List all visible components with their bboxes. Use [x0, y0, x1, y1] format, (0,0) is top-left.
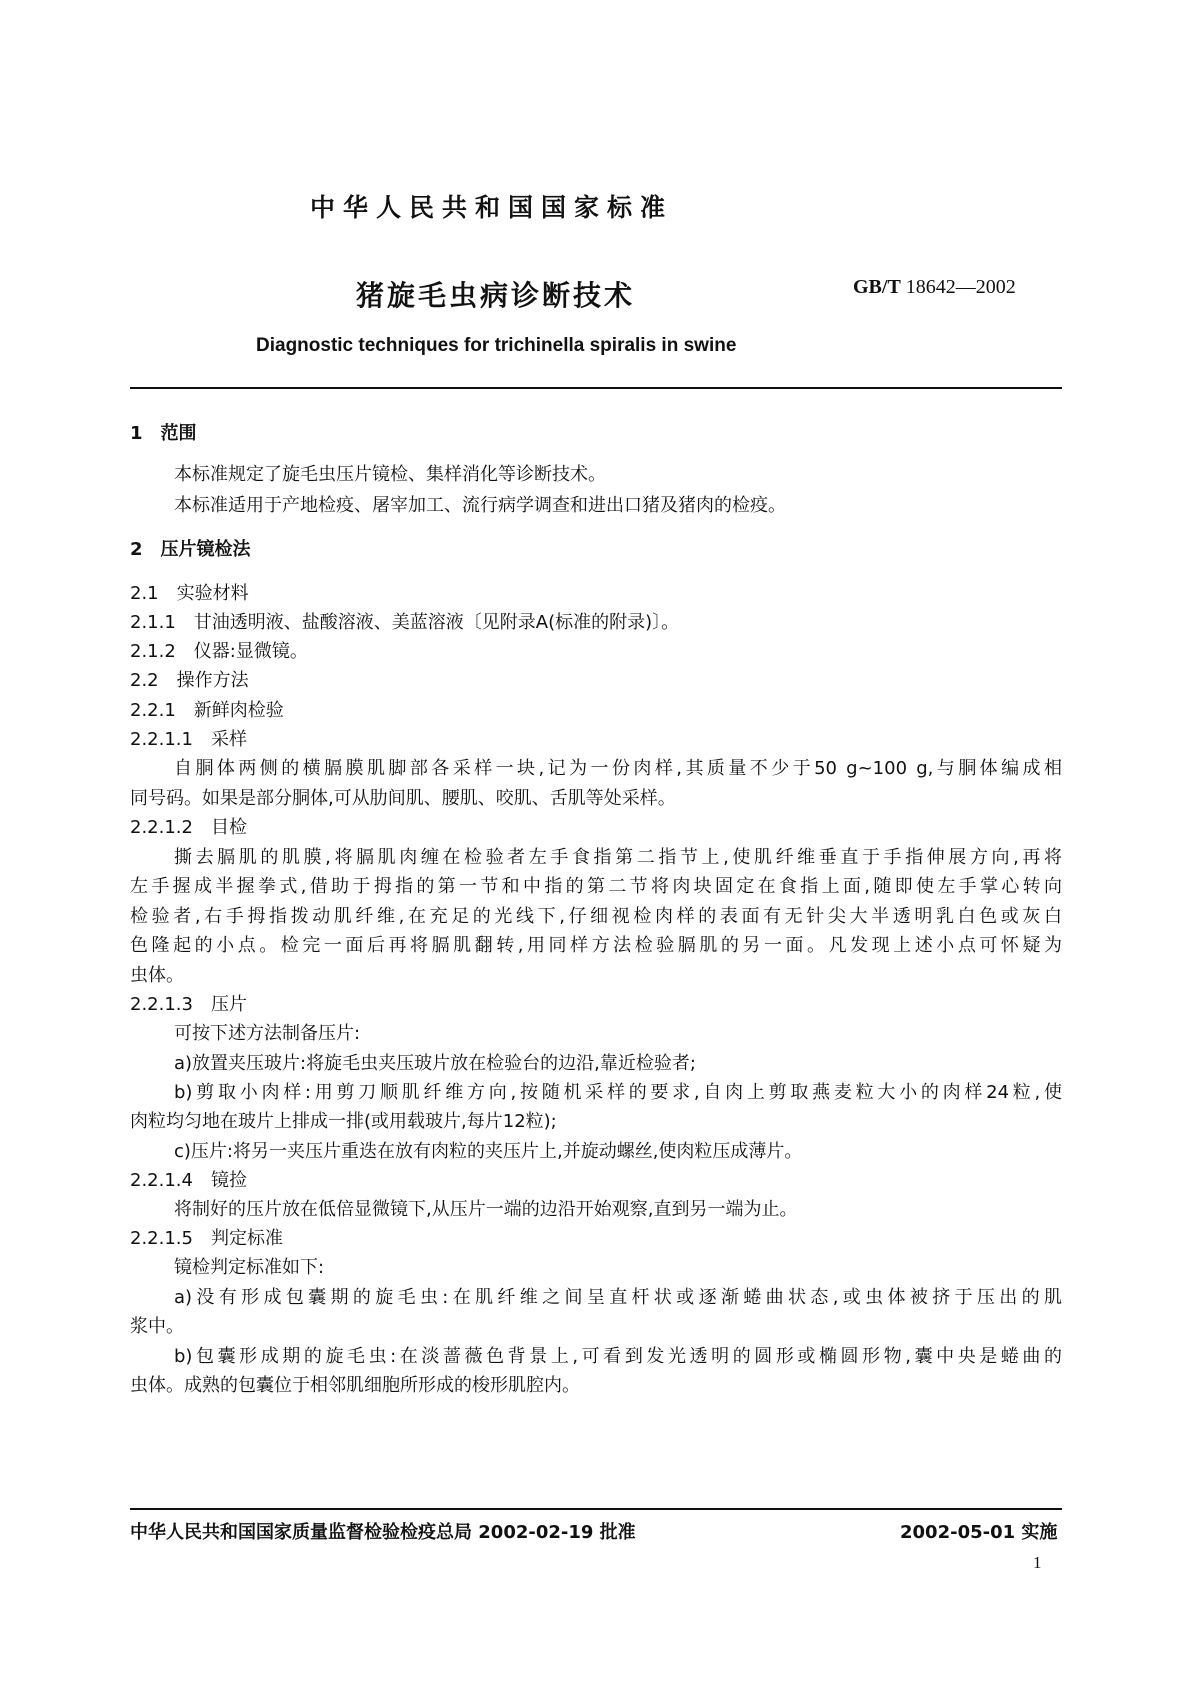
clause-heading: 2.2.1.5 判定标准 [130, 1228, 283, 1249]
paragraph: 本标准规定了旋毛虫压片镜检、集样消化等诊断技术。 [174, 464, 606, 485]
list-item-continuation: 虫体。成熟的包囊位于相邻肌细胞所形成的梭形肌腔内。 [130, 1375, 580, 1396]
list-item-continuation: 肉粒均匀地在玻片上排成一排(或用载玻片,每片12粒); [130, 1111, 557, 1132]
list-item: a)没有形成包囊期的旋毛虫:在肌纤维之间呈直杆状或逐渐蜷曲状态,或虫体被挤于压出的肌 [174, 1287, 1062, 1308]
paragraph: 本标准适用于产地检疫、屠宰加工、流行病学调查和进出口猪及猪肉的检疫。 [174, 495, 786, 516]
footer-divider [130, 1508, 1062, 1510]
clause-heading: 2.2.1 新鲜肉检验 [130, 700, 284, 721]
section-1-number: 1 [130, 423, 143, 444]
paragraph-line: 将制好的压片放在低倍显微镜下,从压片一端的边沿开始观察,直到另一端为止。 [174, 1199, 798, 1220]
list-item: c)压片:将另一夹压片重迭在放有肉粒的夹压片上,并旋动螺丝,使肉粒压成薄片。 [174, 1141, 803, 1162]
list-item: a)放置夹压玻片:将旋毛虫夹压玻片放在检验台的边沿,靠近检验者; [174, 1053, 696, 1074]
paragraph-line: 可按下述方法制备压片: [174, 1023, 361, 1044]
clause-heading: 2.2.1.2 目检 [130, 817, 247, 838]
paragraph-line: 自胴体两侧的横膈膜肌脚部各采样一块,记为一份肉样,其质量不少于50 g~100 g,与胴体编成相 [174, 758, 1062, 779]
page-number: 1 [1033, 1553, 1042, 1572]
section-2-number: 2 [130, 539, 143, 560]
paragraph-line: 撕去膈肌的肌膜,将膈肌肉缠在检验者左手食指第二指节上,使肌纤维垂直于手指伸展方向,再将 [174, 847, 1062, 868]
section-2-title: 压片镜检法 [160, 539, 251, 560]
paragraph-line: 色隆起的小点。检完一面后再将膈肌翻转,用同样方法检验膈肌的另一面。凡发现上述小点可怀疑为 [130, 935, 1062, 956]
clause-heading: 2.2.1.4 镜捡 [130, 1170, 247, 1191]
header-divider [130, 387, 1062, 389]
standard-code-prefix: GB/T [853, 276, 901, 298]
standard-code [853, 276, 1016, 299]
list-item: b)剪取小肉样:用剪刀顺肌纤维方向,按随机采样的要求,自肉上剪取燕麦粒大小的肉样24粒,使 [174, 1082, 1062, 1103]
section-1-title: 范围 [160, 423, 197, 444]
english-title: Diagnostic techniques for trichinella spiralis in swine [256, 335, 737, 356]
clause-heading: 2.2 操作方法 [130, 670, 249, 691]
clause-heading: 2.1.2 仪器:显微镜。 [130, 641, 308, 662]
section-2-heading [130, 534, 251, 566]
standard-code-number: 18642—2002 [905, 276, 1016, 298]
paragraph-line: 镜检判定标准如下: [174, 1257, 325, 1278]
clause-heading: 2.1 实验材料 [130, 583, 249, 604]
paragraph-line: 虫体。 [130, 965, 184, 986]
paragraph-line: 左手握成半握拳式,借助于拇指的第一节和中指的第二节将肉块固定在食指上面,随即使左手掌心转向 [130, 876, 1062, 897]
implementation-date: 2002-05-01 实施 [900, 1522, 1058, 1543]
list-item: b)包囊形成期的旋毛虫:在淡蔷薇色背景上,可看到发光透明的圆形或椭圆形物,囊中央是蜷曲的 [174, 1346, 1062, 1367]
clause-heading: 2.1.1 甘油透明液、盐酸溶液、美蓝溶液〔见附录A(标准的附录)〕。 [130, 612, 680, 633]
paragraph-line: 检验者,右手拇指拨动肌纤维,在充足的光线下,仔细视检肉样的表面有无针尖大半透明乳白色或灰白 [130, 906, 1062, 927]
document-title: 猪旋毛虫病诊断技术 [356, 279, 636, 312]
clause-heading: 2.2.1.3 压片 [130, 994, 247, 1015]
section-1-heading [130, 418, 197, 450]
clause-heading: 2.2.1.1 采样 [130, 729, 247, 750]
paragraph-line: 同号码。如果是部分胴体,可从肋间肌、腰肌、咬肌、舌肌等处采样。 [130, 788, 676, 809]
national-standard-heading: 中华人民共和国国家标准 [310, 193, 674, 222]
list-item-continuation: 浆中。 [130, 1316, 184, 1337]
approval-line: 中华人民共和国国家质量监督检验检疫总局 2002-02-19 批准 [130, 1522, 636, 1543]
